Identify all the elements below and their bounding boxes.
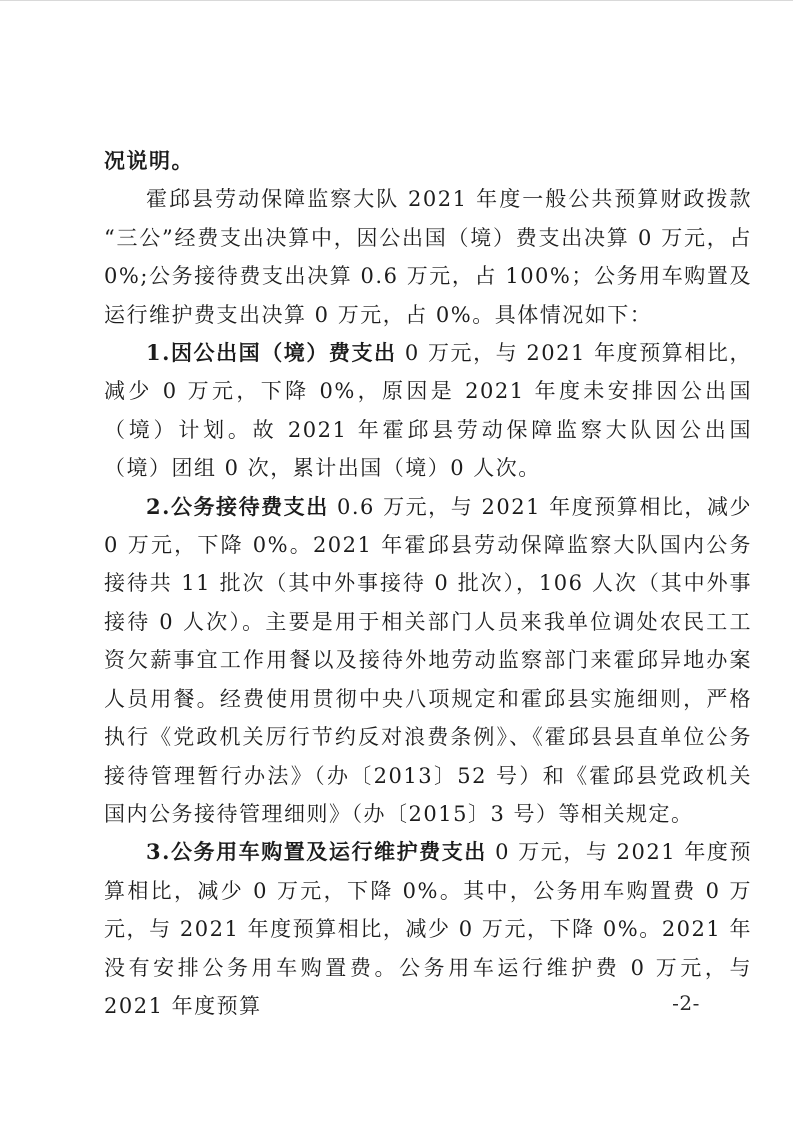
- page-number: -2-: [672, 991, 700, 1015]
- section-3-title: 3.公务用车购置及运行维护费支出: [146, 839, 487, 865]
- section-3-paragraph: [104, 833, 752, 1025]
- section-3-text: 0 万元，与 2021 年度预算相比，减少 0 万元，下降 0%。其中，公务用车购置费 0 万元，与 2021 年度预算相比，减少 0 万元，下降 0%。2021 年没有安排公务用车购置费。公务用车运行维护费 0 万元，与 2021 年度预算: [104, 840, 752, 1018]
- section-2-text: 0.6 万元，与 2021 年度预算相比，减少 0 万元，下降 0%。2021 年霍邱县劳动保障监察大队国内公务接待共 11 批次（其中外事接待 0 批次），106 人次（其中外事接待 0 人次）。主要是用于相关部门人员来我单位调处农民工工资欠薪事宜工作用餐以及接待外地劳动监察部门来霍邱异地办案人员用餐。经费使用贯彻中央八项规定和霍邱县实施细则，严格执行《党政机关厉行节约反对浪费条例》、《霍邱县县直单位公务接待管理暂行办法》（办〔2013〕52 号）和《霍邱县党政机关国内公务接待管理细则》（办〔2015〕3 号）等相关规定。: [104, 494, 752, 826]
- document-body: [104, 142, 752, 1025]
- scan-edge-artifact: [0, 0, 793, 1]
- section-1-text: 0 万元，与 2021 年度预算相比，减少 0 万元，下降 0%，原因是 2021 年度未安排因公出国（境）计划。故 2021 年霍邱县劳动保障监察大队因公出国（境）团组 0 次，累计出国（境）0 人次。: [104, 341, 752, 481]
- section-2-title: 2.公务接待费支出: [146, 493, 329, 519]
- section-1-title: 1.因公出国（境）费支出: [146, 340, 397, 366]
- summary-paragraph: 霍邱县劳动保障监察大队 2021 年度一般公共预算财政拨款“三公”经费支出决算中，因公出国（境）费支出决算 0 万元，占 0%;公务接待费支出决算 0.6 万元，占 100%；公务用车购置及运行维护费支出决算 0 万元，占 0%。具体情况如下：: [104, 187, 752, 327]
- section-2-paragraph: [104, 488, 752, 834]
- section-1-paragraph: [104, 334, 752, 488]
- section-heading-fragment: 况说明。: [104, 148, 194, 173]
